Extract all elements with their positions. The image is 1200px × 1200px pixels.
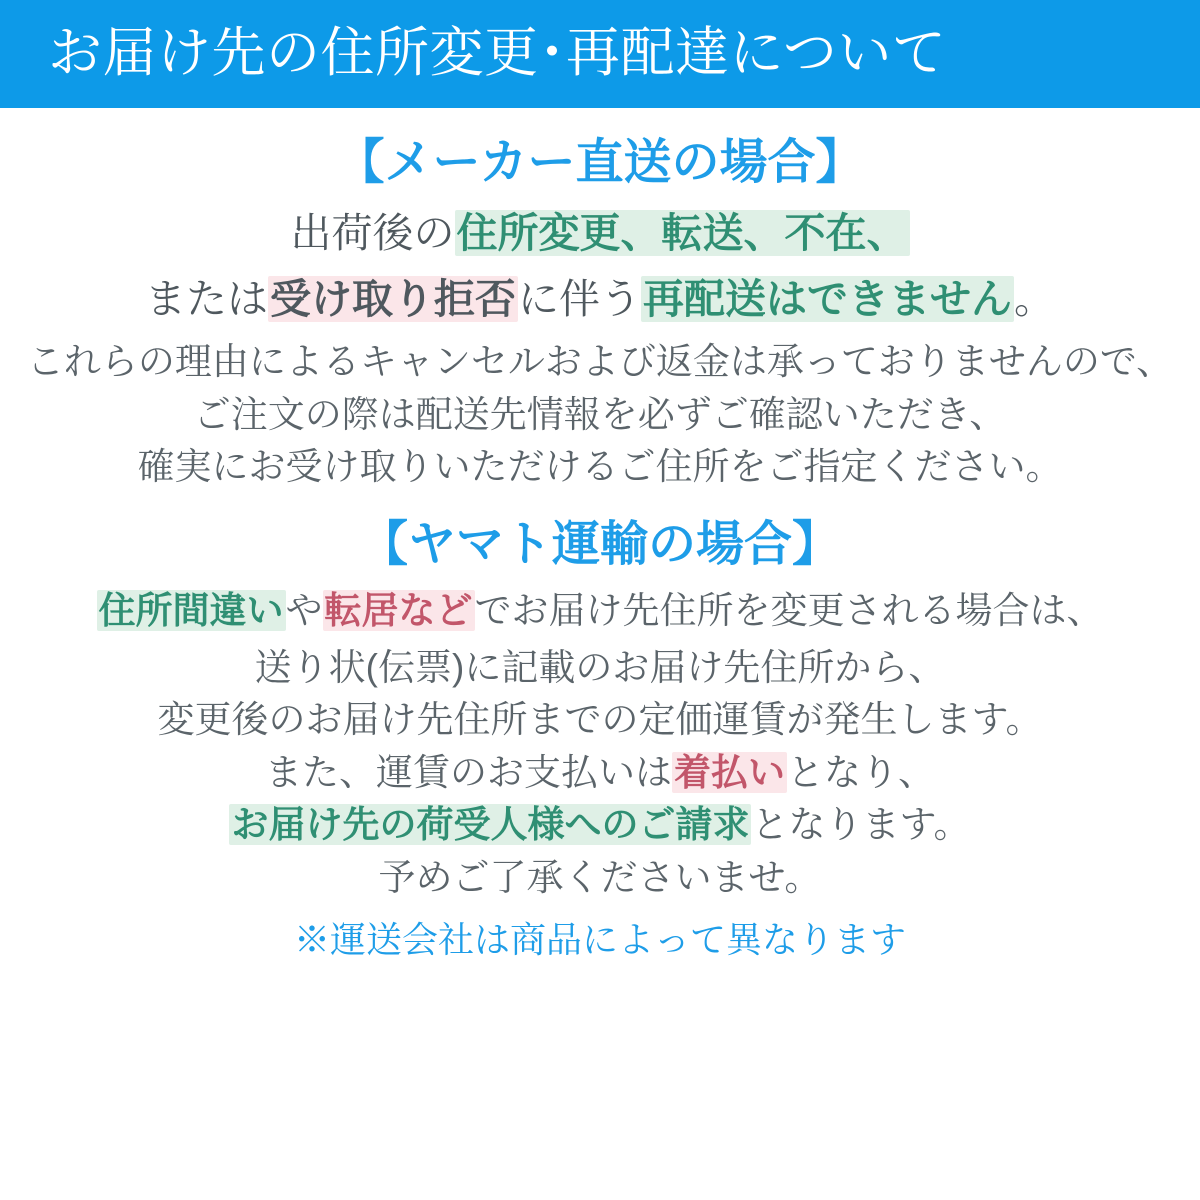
text-run: となります。 (751, 804, 971, 846)
text-run: や (285, 590, 323, 632)
text-line (0, 204, 1200, 262)
text-line: 予めご了承くださいませ。 (378, 856, 822, 898)
text-line: ご注文の際は配送先情報を必ずご確認いただき、 (193, 393, 1007, 435)
section-body-yamato (0, 573, 1200, 904)
text-run: となり、 (787, 751, 935, 793)
text-run: でお届け先住所を変更される場合は、 (474, 590, 1104, 632)
highlight-run: 住所変更、転送、不在、 (456, 209, 908, 256)
text-run: に伴う (518, 275, 641, 322)
header-banner (0, 0, 1200, 108)
highlight-run: 着払い (674, 751, 785, 793)
text-line (0, 270, 1200, 328)
highlight-run: 転居など (324, 590, 473, 632)
highlight-run: 再配送はできません (643, 275, 1012, 322)
section-heading-maker-direct: 【メーカー直送の場合】 (336, 136, 864, 189)
text-line: 送り状(伝票)に記載のお届け先住所から、 (254, 646, 946, 688)
text-line (0, 799, 1200, 852)
text-run: または (145, 275, 268, 322)
text-line: 確実にお受け取りいただけるご住所をご指定ください。 (137, 446, 1063, 488)
text-run: 出荷後の (290, 209, 455, 256)
text-line: これらの理由によるキャンセルおよび返金は承っておりませんので、 (26, 341, 1174, 383)
highlight-run: 住所間違い (98, 590, 284, 632)
highlight-run: 受け取り拒否 (270, 275, 516, 322)
section-body-maker-direct (0, 192, 1200, 494)
footer-note: ※運送会社は商品によって異なります (293, 919, 906, 961)
highlight-run: お届け先の荷受人様へのご請求 (231, 804, 750, 846)
text-line (0, 585, 1200, 638)
text-run: また、運賃のお支払いは (265, 751, 672, 793)
text-line: 変更後のお届け先住所までの定価運賃が発生します。 (157, 699, 1043, 741)
text-line (0, 747, 1200, 800)
text-run: 。 (1014, 275, 1055, 322)
section-heading-yamato: 【ヤマト運輸の場合】 (359, 517, 840, 571)
page-title: お届け先の住所変更･再配達について (48, 23, 947, 84)
